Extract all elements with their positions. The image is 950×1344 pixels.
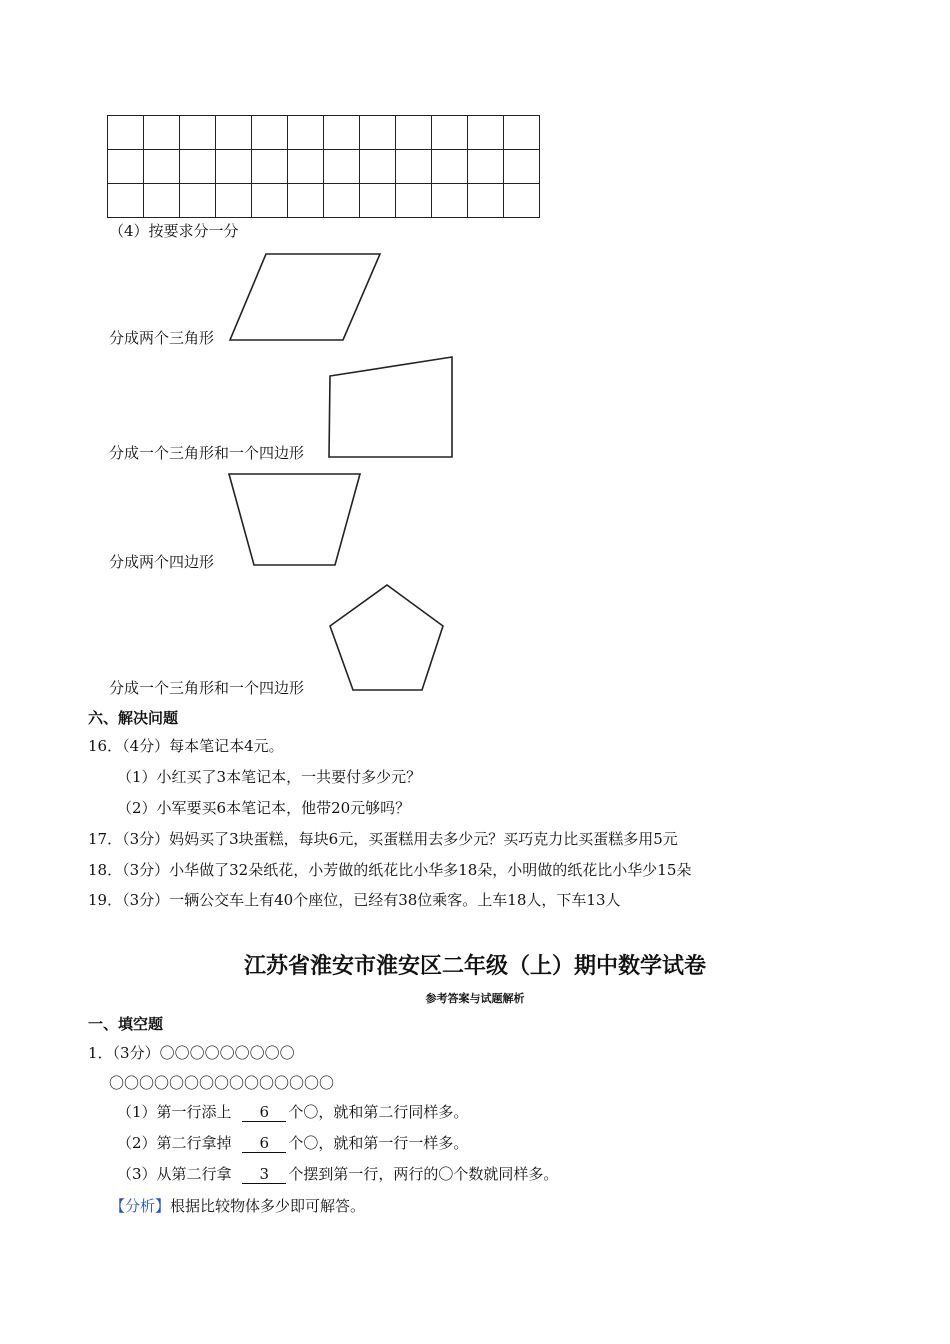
a1-sub2-pre: （2）第二行拿掉 xyxy=(117,1134,232,1152)
quadrilateral-shape xyxy=(329,357,452,457)
q18: 18．（3分）小华做了32朵纸花，小芳做的纸花比小华多18朵，小明做的纸花比小华少15朵 xyxy=(88,861,692,879)
a1-sub2-post: 个〇，就和第一行一样多。 xyxy=(288,1134,469,1152)
a1-sub1 xyxy=(117,1103,468,1122)
parallelogram-shape xyxy=(230,254,380,340)
a1-sub1-answer: 6 xyxy=(242,1103,286,1122)
a1-sub1-post: 个〇，就和第二行同样多。 xyxy=(288,1103,469,1121)
a1-sub3-post: 个摆到第一行，两行的〇个数就同样多。 xyxy=(288,1165,559,1183)
a1-sub3-pre: （3）从第二行拿 xyxy=(117,1165,232,1183)
a1-sub1-pre: （1）第一行添上 xyxy=(117,1103,232,1121)
a1-sub2 xyxy=(117,1134,468,1153)
section6-heading: 六、解决问题 xyxy=(88,709,179,727)
analysis-tag: 【分析】 xyxy=(110,1197,171,1215)
q17: 17．（3分）妈妈买了3块蛋糕，每块6元，买蛋糕用去多少元？买巧克力比买蛋糕多用5元 xyxy=(88,830,678,848)
section1-heading: 一、填空题 xyxy=(88,1015,164,1033)
q16-sub2: （2）小军要买6本笔记本，他带20元够吗？ xyxy=(117,799,411,817)
pentagon-shape xyxy=(330,585,443,690)
q19: 19．（3分）一辆公交车上有40个座位，已经有38位乘客。上车18人，下车13人 xyxy=(88,891,621,909)
a1-sub3-answer: 3 xyxy=(242,1165,286,1184)
a1-sub2-answer: 6 xyxy=(242,1134,286,1153)
a1-stem: 1．（3分）〇〇〇〇〇〇〇〇〇 xyxy=(88,1044,295,1062)
shape-label-trapezoid: 分成两个四边形 xyxy=(109,553,215,571)
q16-stem: 16．（4分）每本笔记本4元。 xyxy=(88,737,284,755)
q16-sub1: （1）小红买了3本笔记本，一共要付多少元？ xyxy=(117,768,422,786)
trapezoid-shape xyxy=(229,474,360,565)
shape-label-quadrilateral: 分成一个三角形和一个四边形 xyxy=(109,444,305,462)
shape-label-parallelogram: 分成两个三角形 xyxy=(109,329,215,347)
a1-sub3 xyxy=(117,1165,558,1184)
part4-title: （4）按要求分一分 xyxy=(109,222,239,240)
answers-subtitle: 参考答案与试题解析 xyxy=(425,992,525,1005)
a1-analysis xyxy=(110,1197,365,1215)
analysis-text: 根据比较物体多少即可解答。 xyxy=(170,1197,366,1215)
shape-label-pentagon: 分成一个三角形和一个四边形 xyxy=(109,679,305,697)
a1-row2: 〇〇〇〇〇〇〇〇〇〇〇〇〇〇〇 xyxy=(109,1074,335,1092)
answers-title: 江苏省淮安市淮安区二年级（上）期中数学试卷 xyxy=(243,954,706,979)
